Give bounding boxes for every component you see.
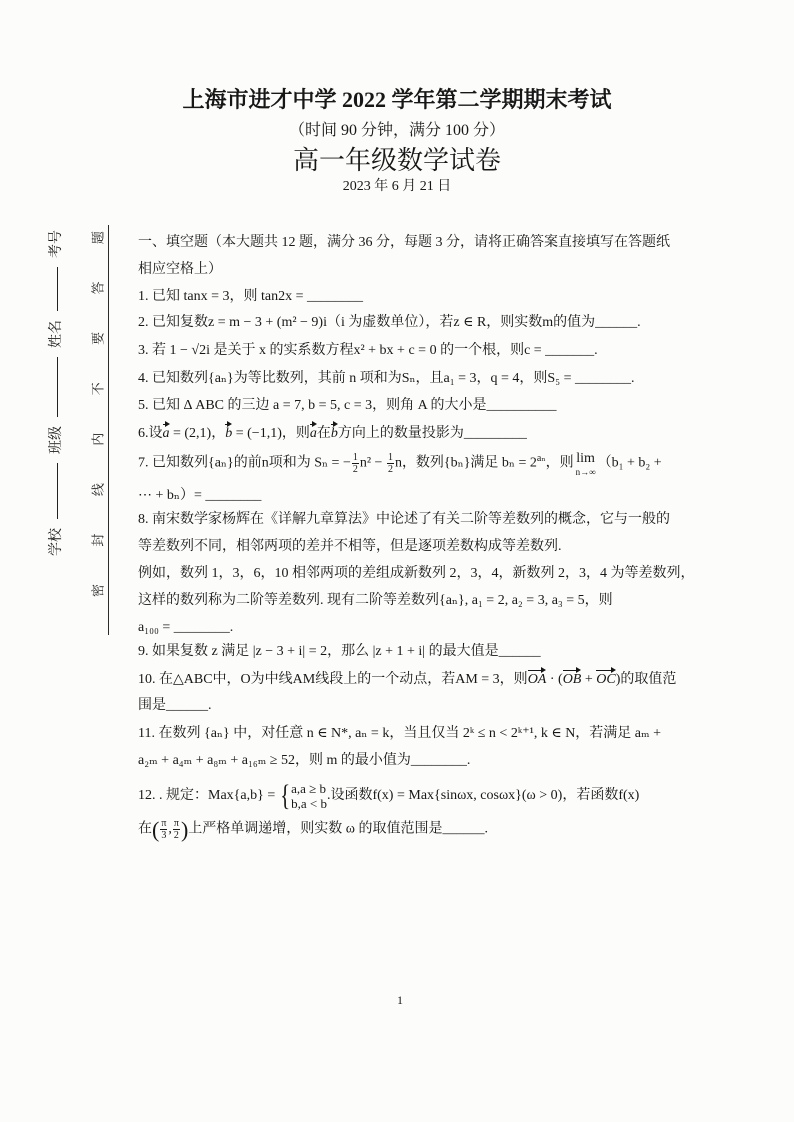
section-heading-line-2: 相应空格上） xyxy=(138,262,222,277)
class-label: 班级 xyxy=(49,426,64,454)
seal-char: 不 xyxy=(90,382,106,396)
q7-text: ，则 xyxy=(545,455,574,471)
fraction-numerator: 1 xyxy=(387,451,393,463)
interval-separator: , xyxy=(168,821,172,837)
question-11-line-2: a₂ₘ + a₄ₘ + a₈ₘ + a₁₆ₘ ≥ 52，则 m 的最小值为________. xyxy=(138,753,471,768)
exam-no-label: 考号 xyxy=(49,230,64,258)
school-underline xyxy=(57,463,58,519)
piecewise-cases xyxy=(291,781,327,811)
fraction-denominator: 2 xyxy=(387,463,393,475)
q7-exponent: aₙ xyxy=(536,453,546,464)
interval-open: ( xyxy=(152,816,160,842)
q10-text: 10. 在△ABC中，O为中线AM线段上的一个动点，若AM = 3，则 xyxy=(138,672,528,687)
question-4: 4. 已知数列{aₙ}为等比数列，其前 n 项和为Sₙ，且a₁ = 3，q = 4，则S₅ = ________. xyxy=(138,371,635,386)
limit-operator xyxy=(576,450,596,476)
fraction-denominator: 2 xyxy=(352,463,358,475)
section-heading-line-1: 一、填空题（本大题共 12 题，满分 36 分，每题 3 分，请将正确答案直接填写在答题纸 xyxy=(138,235,670,250)
case-row: b,a < b xyxy=(291,796,327,811)
q12-text: 在 xyxy=(138,821,152,837)
q7-text: 7. 已知数列{aₙ}的前n项和为 Sₙ = − xyxy=(138,455,351,471)
seal-char: 线 xyxy=(90,483,106,497)
vector-a: a xyxy=(309,426,317,441)
question-8-line-3: 例如，数列 1，3，6，10 相邻两项的差组成新数列 2，3，4，新数列 2，3，4 为等差数列， xyxy=(138,566,695,581)
question-6 xyxy=(138,424,527,443)
seal-line xyxy=(108,225,109,635)
seal-char: 密 xyxy=(90,584,106,598)
question-8-line-1: 8. 南宋数学家杨辉在《详解九章算法》中论述了有关二阶等差数列的概念，它与一般的 xyxy=(138,512,670,527)
question-7-line-1 xyxy=(138,450,662,476)
seal-char: 答 xyxy=(90,281,106,295)
vector-b: b xyxy=(330,426,338,441)
exam-paper-title: 高一年级数学试卷 xyxy=(292,146,501,175)
name-underline xyxy=(57,267,58,311)
vector-a: a xyxy=(162,426,170,441)
q7-text: n，数列{bₙ}满足 bₙ = 2 xyxy=(394,455,537,471)
vector-oc: OC xyxy=(596,672,616,687)
q6-text: 在 xyxy=(316,426,331,441)
q6-text: 方向上的数量投影为_________ xyxy=(337,426,527,441)
exam-school-title: 上海市进才中学 2022 学年第二学期期末考试 xyxy=(182,87,612,112)
q10-text: + xyxy=(581,672,597,687)
question-7-line-2: ⋯ + bₙ）= ________ xyxy=(138,488,262,503)
seal-line-notice xyxy=(90,231,108,598)
class-underline xyxy=(57,357,58,417)
q12-text: 上严格单调递增，则实数 ω 的取值范围是______. xyxy=(188,821,488,837)
vector-b: b xyxy=(225,426,233,441)
question-11-line-1: 11. 在数列 {aₙ} 中，对任意 n ∈ N*, aₙ = k，当且仅当 2ᵏ ≤ n < 2ᵏ⁺¹, k ∈ N，若满足 aₘ + xyxy=(138,726,661,741)
question-8-line-2: 等差数列不同，相邻两项的差并不相等，但是逐项差数构成等差数列. xyxy=(138,539,562,554)
question-12-line-2 xyxy=(138,818,488,841)
piecewise-brace: { xyxy=(279,779,290,812)
question-8-line-4: 这样的数列称为二阶等差数列. 现有二阶等差数列{aₙ}, a₁ = 2, a₂ = 3, a₃ = 5，则 xyxy=(138,593,613,608)
name-label: 姓名 xyxy=(49,320,64,348)
fraction-pi-over-3 xyxy=(160,818,167,841)
question-1: 1. 已知 tanx = 3，则 tan2x = ________ xyxy=(138,289,363,304)
question-9: 9. 如果复数 z 满足 |z − 3 + i| = 2，那么 |z + 1 + i| 的最大值是______ xyxy=(138,644,541,659)
interval-close: ) xyxy=(180,816,189,842)
fraction-one-half xyxy=(352,452,359,475)
q12-text: 12. . 规定：Max{a,b} = xyxy=(138,788,279,804)
question-3: 3. 若 1 − √2i 是关于 x 的实系数方程x² + bx + c = 0 的一个根，则c = _______. xyxy=(138,343,598,358)
lim-subscript: n→∞ xyxy=(575,467,596,477)
student-info-column xyxy=(48,230,66,556)
question-2: 2. 已知复数z = m − 3 + (m² − 9)i（i 为虚数单位），若z ∈ R，则实数m的值为______. xyxy=(138,315,641,330)
seal-char: 封 xyxy=(90,533,106,547)
question-8-line-5: a₁₀₀ = ________. xyxy=(138,620,234,635)
fraction-numerator: π xyxy=(173,818,179,829)
question-10-line-1 xyxy=(138,670,676,689)
question-10-line-2: 围是______. xyxy=(138,698,212,713)
fraction-numerator: π xyxy=(161,818,167,829)
school-label: 学校 xyxy=(49,528,64,556)
vector-ob: OB xyxy=(562,672,582,687)
exam-date: 2023 年 6 月 21 日 xyxy=(342,179,452,194)
question-12-line-1 xyxy=(138,781,639,811)
q6-text: 6.设 xyxy=(138,426,163,441)
seal-char: 要 xyxy=(90,331,106,345)
lim-word: lim xyxy=(576,451,595,466)
q7-text: n² − xyxy=(359,455,386,471)
exam-duration-subtitle: （时间 90 分钟，满分 100 分） xyxy=(288,122,505,139)
seal-char: 题 xyxy=(90,231,106,245)
case-row: a,a ≥ b xyxy=(291,781,327,796)
fraction-denominator: 2 xyxy=(173,830,179,841)
seal-char: 内 xyxy=(90,432,106,446)
q6-text: = (−1,1)，则 xyxy=(232,426,310,441)
q7-text: （b₁ + b₂ + xyxy=(597,455,662,471)
fraction-one-half xyxy=(387,452,394,475)
q12-text: .设函数f(x) = Max{sinωx, cosωx}(ω > 0)，若函数f(x) xyxy=(326,788,640,804)
q10-text: )的取值范 xyxy=(615,672,677,687)
q10-text: · ( xyxy=(546,672,563,687)
fraction-denominator: 3 xyxy=(161,830,167,841)
page-number: 1 xyxy=(397,993,403,1007)
vector-oa: OA xyxy=(527,672,547,687)
q6-text: = (2,1)， xyxy=(169,426,226,441)
fraction-numerator: 1 xyxy=(352,451,358,463)
question-5: 5. 已知 Δ ABC 的三边 a = 7, b = 5, c = 3，则角 A 的大小是__________ xyxy=(138,398,557,413)
fraction-pi-over-2 xyxy=(173,818,180,841)
